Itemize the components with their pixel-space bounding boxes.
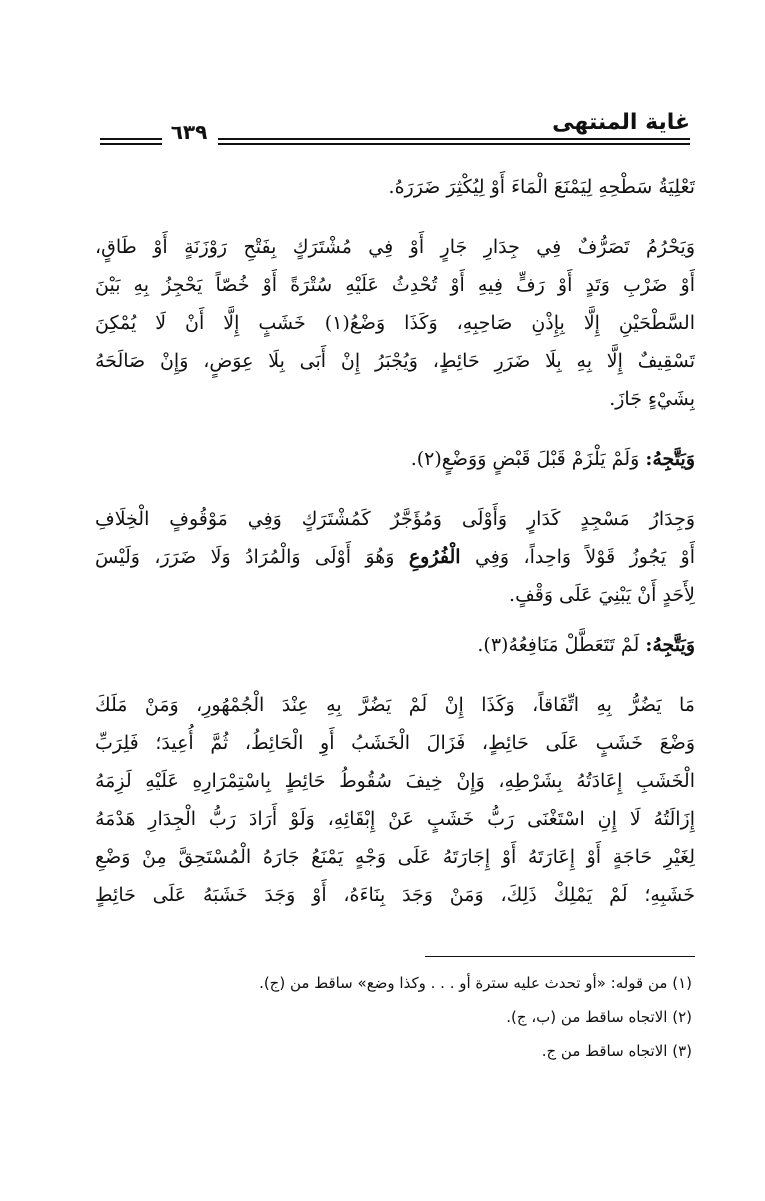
text-line [95, 538, 695, 576]
text-segment: أَوْ يَجُوزُ قَوْلاً وَاحِداً، وَفِي [474, 546, 695, 568]
text-line: لِأَحَدٍ أَنْ يَبْنِيَ عَلَى وَقْفٍ. [509, 584, 695, 606]
text-line: لِغَيْرِ حَاجَةٍ أَوْ إِعَارَتَهُ أَوْ إِجَارَتَهُ عَلَى وَجْهٍ يَمْنَعُ جَارَهُ الْمُسْتَحِقَّ مِنْ وَضْعِ [95, 846, 695, 868]
footnote: (١) من قوله: «أو تحدث عليه سترة أو . . . وكذا وضع» ساقط من (ج). [259, 974, 692, 992]
text-line: وَجِدَارُ مَسْجِدٍ كَدَارٍ وَأَوْلَى وَمُؤَجَّرٌ كَمُشْتَرَكٍ وَفِي مَوْقُوفٍ الْخِلَافِ [95, 508, 695, 530]
text-line: إِزَالَتُهُ لَا إِنِ اسْتَغْنَى رَبُّ خَشَبٍ عَنْ إِبْقَائِهِ، وَلَوْ أَرَادَ رَبُّ الْجِدَارِ هَدْمَهُ [95, 808, 695, 830]
text-line [95, 626, 695, 664]
running-title: غاية المنتهى [552, 110, 690, 135]
footnote: (٣) الاتجاه ساقط من ج. [541, 1042, 692, 1060]
text-line: خَشَبِهِ؛ لَمْ يَمْلِكْ ذَلِكَ، وَمَنْ وَجَدَ بِنَاءَهُ، أَوْ وَجَدَ خَشَبَهُ عَلَى حَائِطٍ [95, 884, 695, 906]
header-rule-right [218, 138, 690, 140]
text-line: تَسْقِيفٌ إِلَّا بِهِ بِلَا ضَرَرِ حَائِطٍ، وَيُجْبَرُ إِنْ أَبَى بِلَا عِوَضٍ، وَإِنْ صَالَحَهُ [95, 350, 695, 372]
header-rule-left-lower [100, 143, 162, 145]
page-header [100, 112, 690, 162]
main-text [95, 168, 695, 914]
page-number: ٦٣٩ [170, 120, 208, 144]
text-line [95, 440, 695, 478]
paragraph-gap [95, 478, 695, 500]
header-rule-right-lower [218, 143, 690, 145]
text-line: أَوْ ضَرْبِ وَتَدٍ أَوْ رَفٍّ فِيهِ أَوْ تُحْدِثُ عَلَيْهِ سُتْرَةً أَوْ خُصّاً يَحْجِزُ بِهِ بَيْنَ [95, 274, 695, 296]
bold-term: وَيَتَّجِهُ: [645, 448, 695, 470]
text-line: تَعْلِيَةُ سَطْحِهِ لِيَمْنَعَ الْمَاءَ أَوْ لِيُكْثِرَ ضَرَرَهُ. [388, 176, 695, 198]
text-line: مَا يَضُرُّ بِهِ اتِّفَاقاً، وَكَذَا إِنْ لَمْ يَضُرَّ بِهِ عِنْدَ الْجُمْهُورِ، وَمَنْ مَلَكَ [95, 694, 695, 716]
text-line: بِشَيْءٍ جَازَ. [609, 388, 695, 410]
text-segment: وَلَمْ يَلْزَمْ قَبْلَ قَبْضٍ وَوَضْعٍ(٢). [410, 448, 640, 470]
bold-term: وَيَتَّجِهُ: [645, 634, 695, 656]
paragraph-gap [95, 614, 695, 626]
text-segment: وَهُوَ أَوْلَى وَالْمُرَادُ وَلَا ضَرَرَ، وَلَيْسَ [95, 546, 395, 568]
text-line: الْخَشَبِ إِعَادَتُهُ بِشَرْطِهِ، وَإِنْ خِيفَ سُقُوطُ حَائِطٍ بِاسْتِمْرَارِهِ عَلَيْهِ لَزِمَهُ [95, 770, 695, 792]
footnote-separator [425, 956, 695, 957]
text-segment: لَمْ تَتَعَطَّلْ مَنَافِعُهُ(٣). [477, 634, 640, 656]
footnotes [95, 966, 692, 1068]
header-rule-left [100, 138, 162, 140]
text-line: وَضْعَ خَشَبٍ عَلَى حَائِطٍ، فَزَالَ الْخَشَبُ أَوِ الْحَائِطُ، ثُمَّ أُعِيدَ؛ فَلِرَبِّ [95, 732, 695, 754]
paragraph-gap [95, 206, 695, 228]
text-line: وَيَحْرُمُ تَصَرُّفٌ فِي جِدَارِ جَارٍ أَوْ فِي مُشْتَرَكٍ بِفَتْحِ رَوْزَنَةٍ أَوْ طَاقٍ، [95, 236, 695, 258]
footnote: (٢) الاتجاه ساقط من (ب، ج). [506, 1008, 692, 1026]
bold-term: الْفُرُوعِ [408, 546, 461, 568]
paragraph-gap [95, 418, 695, 440]
text-line: السَّطْحَيْنِ إِلَّا بِإِذْنِ صَاحِبِهِ، وَكَذَا وَضْعُ(١) خَشَبٍ إِلَّا أَنْ لَا يُمْكِنَ [95, 312, 695, 334]
paragraph-gap [95, 664, 695, 686]
